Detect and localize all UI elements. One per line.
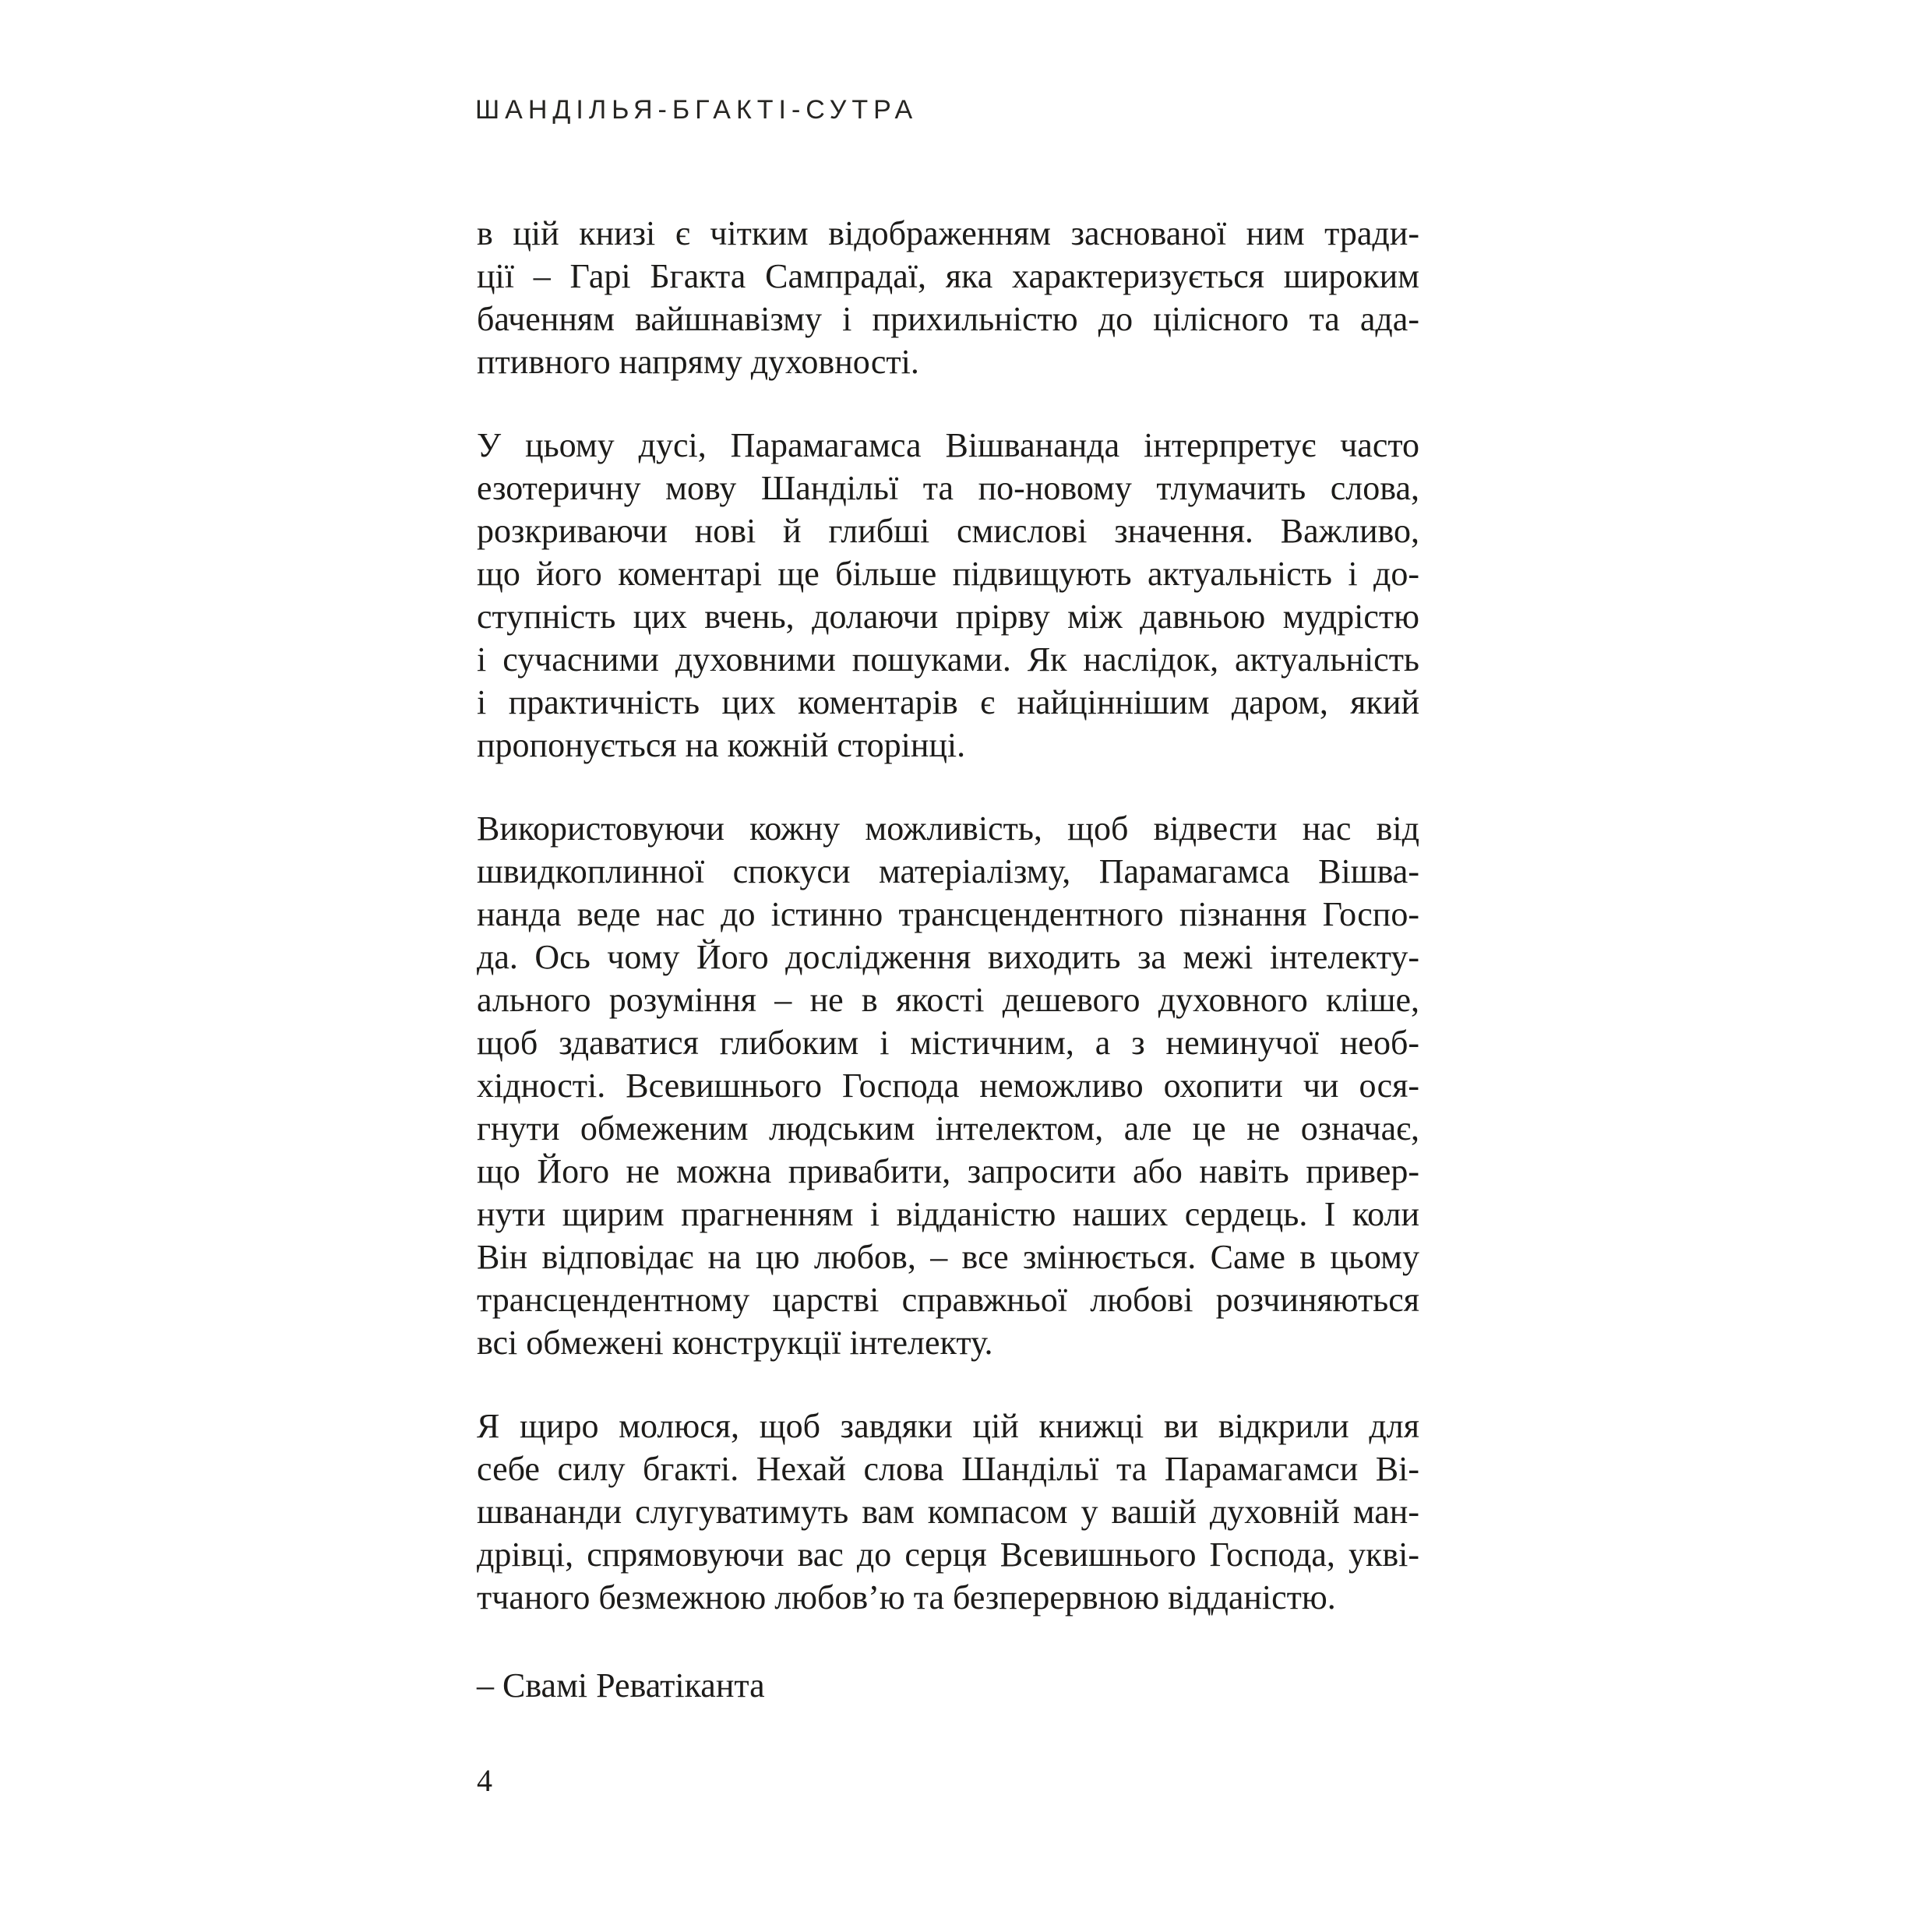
paragraph-line: і сучасними духовними пошуками. Як наслідок, актуальність [477, 640, 1419, 679]
paragraph-line: ступність цих вчень, долаючи прірву між давньою мудрістю [477, 598, 1419, 636]
paragraph [477, 807, 1419, 1364]
paragraph-line: дрівці, спрямовуючи вас до серця Всевишнього Господа, укві- [477, 1535, 1419, 1574]
paragraph-line: тчаного безмежною любов’ю та безперервною відданістю. [477, 1578, 1336, 1616]
page-number: 4 [477, 1763, 492, 1798]
paragraph-line: нути щирим прагненням і відданістю наших сердець. І коли [477, 1195, 1419, 1233]
paragraph-line: в цій книзі є чітким відображенням заснованої ним тради- [477, 214, 1419, 252]
paragraph-line: нанда веде нас до істинно трансцендентного пізнання Госпо- [477, 895, 1419, 933]
paragraph-line: Використовуючи кожну можливість, щоб відвести нас від [477, 809, 1419, 848]
paragraph-line: Я щиро молюся, щоб завдяки цій книжці ви відкрили для [477, 1407, 1419, 1445]
paragraph-line: У цьому дусі, Парамагамса Вішвананда інтерпретує часто [477, 426, 1419, 464]
paragraph-line: швананди слугуватимуть вам компасом у вашій духовній ман- [477, 1493, 1419, 1531]
paragraph-line: трансцендентному царстві справжньої любові розчиняються [477, 1281, 1419, 1319]
paragraph-line: швидкоплинної спокуси матеріалізму, Парамагамса Вішва- [477, 852, 1419, 890]
paragraph-line: і практичність цих коментарів є найціннішим даром, який [477, 683, 1419, 721]
paragraph-line: ального розуміння – не в якості дешевого духовного кліше, [477, 981, 1419, 1019]
paragraph-line: гнути обмеженим людським інтелектом, але це не означає, [477, 1109, 1419, 1148]
paragraph-line: що його коментарі ще більше підвищують актуальність і до- [477, 555, 1419, 593]
paragraph-line: езотеричну мову Шандільї та по-новому тлумачить слова, [477, 469, 1419, 507]
paragraph-line: хідності. Всевишнього Господа неможливо охопити чи ося- [477, 1066, 1419, 1105]
body-text [477, 212, 1419, 1707]
paragraph-line: Він відповідає на цю любов, – все змінюється. Саме в цьому [477, 1238, 1419, 1276]
paragraph-line: всі обмежені конструкції інтелекту. [477, 1324, 993, 1362]
paragraph-line: себе силу бгакті. Нехай слова Шандільї та Парамагамси Ві- [477, 1450, 1419, 1488]
paragraph-line: пропонується на кожній сторінці. [477, 726, 966, 764]
paragraph-line: щоб здаватися глибоким і містичним, а з неминучої необ- [477, 1024, 1419, 1062]
paragraph-line: птивного напряму духовності. [477, 343, 919, 381]
paragraph-line: баченням вайшнавізму і прихильністю до цілісного та ада- [477, 300, 1419, 338]
author-signature: – Свамі Реватіканта [477, 1666, 765, 1705]
paragraph-line: розкриваючи нові й глибші смислові значення. Важливо, [477, 512, 1419, 550]
paragraph [477, 1405, 1419, 1619]
paragraph-line: що Його не можна привабити, запросити або навіть привер- [477, 1152, 1419, 1190]
paragraph-line: да. Ось чому Його дослідження виходить за межі інтелекту- [477, 938, 1419, 976]
running-header: ШАНДІЛЬЯ-БГАКТІ-СУТРА [475, 95, 918, 125]
paragraph-line: ції – Гарі Бгакта Сампрадаї, яка характеризується широким [477, 257, 1419, 295]
paragraph [477, 212, 1419, 383]
paragraph [477, 424, 1419, 767]
